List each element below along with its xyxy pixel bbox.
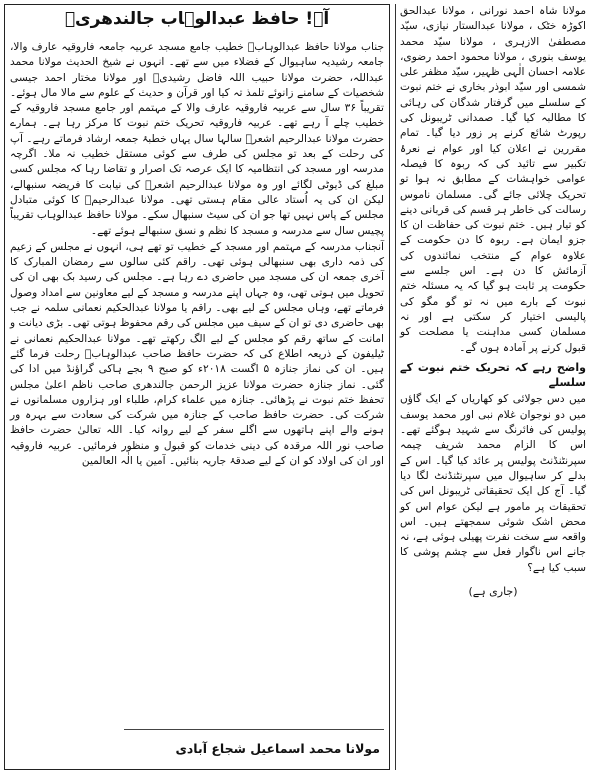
- signature-rule: [124, 729, 384, 730]
- right-column-paragraph-after: میں دس جولائی کو کھاریاں کے ایک گاؤں میں دو نوجوان غلام نبی اور محمد یوسف پولیس کی فائرنگ سے شہید ہوگئے تھے۔ اس کا الزام محمد شریف چیمہ سپرنٹنڈنٹ پولیس پر عائد کیا گیا۔ اس کے بدلے کر ساہیوال میں سپرنٹنڈنٹ لگا دیا گیا۔ آج کل ایک تحقیقاتی ٹریبونل اس کی تحقیقات پر مامور ہے لیکن عوام اس کو محض اشک شوئی سمجھتے ہیں۔ اس واقعہ سے سخت نفرت پھیلی ہوئی ہے، نہ جانے اس ناگوار فعل سے چشم پوشی کا سبب کیا ہے؟: [400, 393, 586, 574]
- article-paragraph-2: آنجناب مدرسہ کے مہتمم اور مسجد کے خطیب تو تھے ہی، انہوں نے مجلس کے زعیم کی ذمہ داری بھی سنبھالی ہوئی تھی۔ راقم کئی سالوں سے رمضان المبارک کا آخری جمعہ ان کی مسجد میں حاضری دے رہا ہے۔ مجلس کی رسید بک بھی ان کی تحویل میں ہوتی تھی، وہ جہاں اپنے مدرسہ و مسجد کے لیے معاونین سے امداد وصول فرماتے تھے، وہاں مجلس کے لیے بھی۔ راقم یا مولانا عبدالحکیم نعمانی سلمہ نے جب بھی حاضری دی تو ان کے سیف میں مجلس کی رقم محفوظ ہوتی تھی۔ بڑی دیانت و امانت کے ساتھ رقم کو مجلس کے لیے الگ رکھتے تھے۔ مولانا عبدالحکیم نعمانی نے ٹیلیفون کے ذریعہ اطلاع کی کہ حضرت حافظ صاحب عبدالوہابؒ رحلت فرما گئے ہیں۔ ان کی نماز جنازہ ۵ اگست ۲۰۱۸ء کو صبح ۹ بجے ہاکی گراؤنڈ میں ادا کی گئی۔ نماز جنازہ حضرت مولانا عزیز الرحمن جالندھری صاحب ناظم اعلیٰ مجلس تحفظ ختم نبوت نے پڑھائی۔ جنازہ میں علماء کرام، طلباء اور ہزاروں مسلمانوں نے شرکت کی۔ حضرت حافظ صاحب کے جنازہ میں شرکت کی سعادت سے بہرہ ور ہونے والے اپنے ہاتھوں سے اگلے سفر کے لیے روانہ کیا۔ اللہ تعالیٰ حضرت حافظ صاحب نور اللہ مرقدہ کی دینی خدمات کو قبول و منظور فرمائیں۔ عربیہ فاروقیہ اور ان کی اولاد کو ان کے لیے صدقۂ جاریہ بنائیں۔ آمین یا الٰہ العالمین: [10, 240, 384, 468]
- column-divider: [395, 4, 396, 770]
- right-column-subheading: واضح رہے کہ تحریک ختم نبوت کے سلسلے: [400, 360, 586, 390]
- article-column: [4, 4, 390, 770]
- article-body: [10, 40, 384, 470]
- right-column-paragraph: مولانا شاہ احمد نورانی ، مولانا عبدالحق اکوڑہ خٹک ، مولانا عبدالستار نیازی، سیّد مصطفیٰ الازہری ، مولانا سیّد محمد یوسف بنوری ، مولانا محمود احمد رضوی، علامہ احسان الٰہی ظہیر، سیّد مظفر علی شمسی اور سیّد ابوذر بخاری نے ختم نبوت کے سلسلے میں گرفتار شدگان کی رہائی کا مطالبہ کیا گیا۔ صمدانی ٹریبونل کی رپورٹ شائع کرنے پر زور دیا گیا۔ تمام مقررین نے اعلان کیا اور عوام نے نعرۂ تکبیر سے تائید کی کہ ربوہ کا فیصلہ عوامی خواہشات کے مطابق نہ ہوا تو تحریک چلائی جائے گی۔ مسلمان ناموس رسالت کی خاطر ہر قسم کی قربانی دینے کو تیار ہیں۔ ختم نبوت کی حفاظت ان کا جزو ایمان ہے۔ ربوہ کا دن حکومت کے علاوہ عوام کے منتخب نمائندوں کی آزمائش کا دن ہے۔ اس جلسے سے حکومت پر ثابت ہو گیا کہ یہ مسئلہ ختم نبوت کے بارے میں نہ تو گو مگو کی پالیسی اختیار کر سکتی ہے اور نہ مسلمان کسی مداہنت یا مصلحت کو قبول کرنے پر آمادہ ہوں گے۔: [400, 5, 586, 354]
- article-author: مولانا محمد اسماعیل شجاع آبادی: [175, 741, 380, 756]
- continued-label: (جاری ہے): [468, 584, 518, 598]
- right-column: [400, 4, 586, 770]
- article-title: آہ! حافظ عبدالوہاب جالندھریؒ: [64, 9, 330, 29]
- article-paragraph-1: جناب مولانا حافظ عبدالوہابؒ خطیب جامع مسجد عربیہ جامعہ فاروقیہ عارف والا، جامعہ رشیدیہ ساہیوال کے فضلاء میں سے تھے۔ انہوں نے شیخ الحدیث مولانا محمد عبداللہ، حضرت مولانا حبیب اللہ فاضل رشیدیؒ اور مولانا مختار احمد جیسی شخصیات کے سامنے زانوئے تلمذ تہ کیا اور قرآن و حدیث کے علوم سے مالا مال ہوئے۔ تقریباً ۳۶ سال سے عربیہ فاروقیہ عارف والا کے مہتمم اور جامع مسجد فاروقیہ کے خطیب چلے آ رہے تھے۔ عربیہ فاروقیہ تحریک ختم نبوت کا مرکز رہا ہے۔ ہمارے حضرت مولانا عبدالرحیم اشعرؒ سالہا سال یہاں خطبۂ جمعہ ارشاد فرماتے رہے۔ آپ کی رحلت کے بعد تو مجلس کی طرف سے کوئی مستقل خطیب نہ ملا۔ اگرچہ مدرسہ اور مسجد کی انتظامیہ کا ایک عرصہ تک اصرار و تقاضا رہا کہ مجلس کسی مبلغ کی ڈیوٹی لگائے اور وہ مولانا عبدالرحیم اشعرؒ کی نیابت کا فریضہ سنبھالے، لیکن ان کی یہ اُستاد عالی مقام ہستی تھی۔ مولانا عبدالرحیمؒ کا کوئی متبادل مجلس کے پاس نہیں تھا جو ان کی سیٹ سنبھال سکے۔ مولانا حافظ عبدالوہاب تقریباً پچیس سال سے مدرسہ و مسجد کا نظم و نسق سنبھالے ہوئے تھے۔: [10, 41, 384, 237]
